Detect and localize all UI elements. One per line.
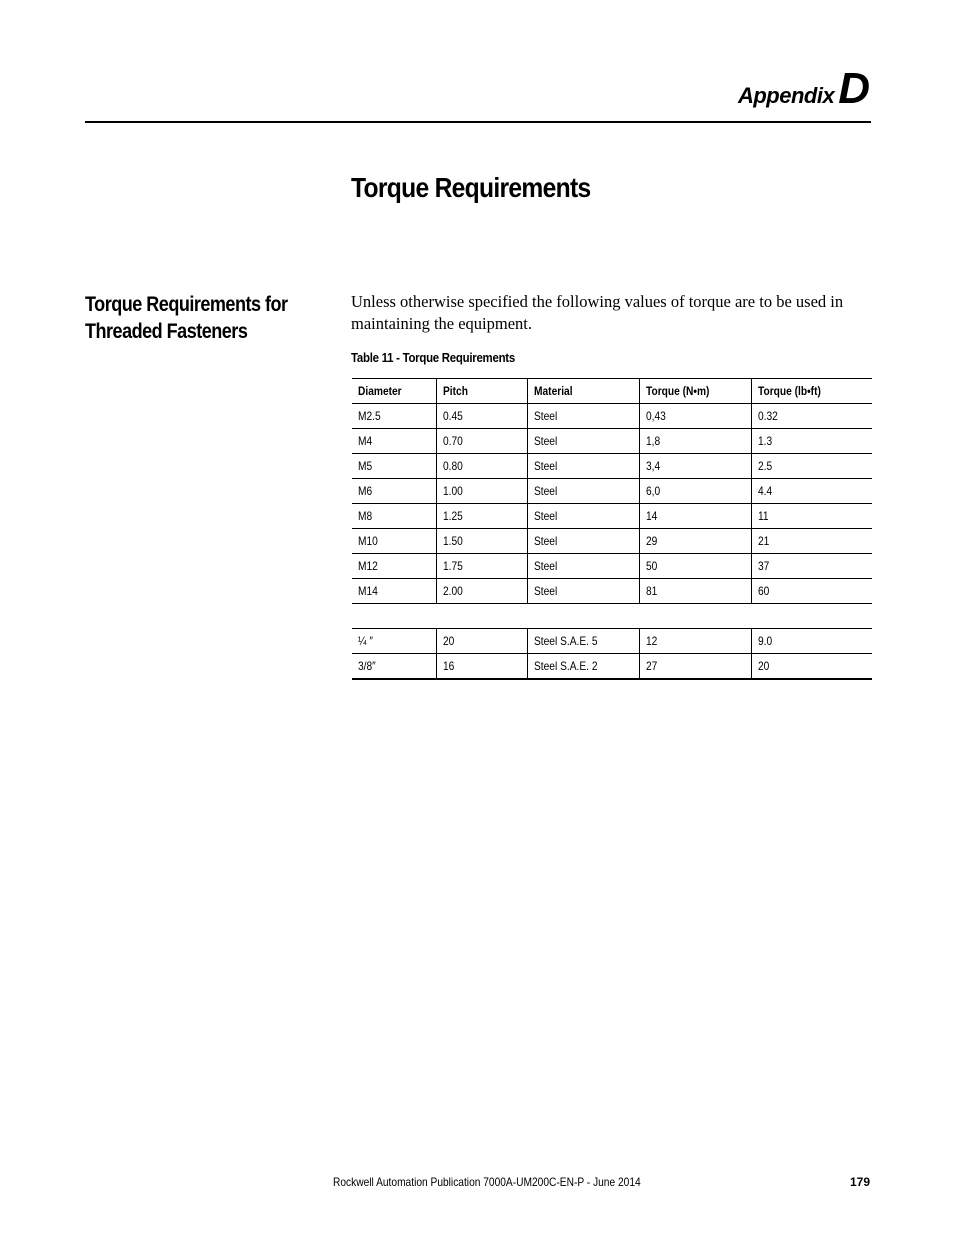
table-row: [352, 454, 872, 479]
header-diameter: Diameter: [352, 379, 436, 404]
table-caption: Table 11 - Torque Requirements: [351, 350, 515, 365]
section-heading-line-2: Threaded Fasteners: [85, 320, 248, 343]
spacer-cell: [352, 604, 872, 629]
cell-torque-lbft: 2.5: [751, 454, 872, 479]
table-row: [352, 579, 872, 604]
cell-torque-lbft: 20: [751, 654, 872, 680]
cell-torque-lbft: 1.3: [751, 429, 872, 454]
footer-publication: Rockwell Automation Publication 7000A-UM200C-EN-P - June 2014: [333, 1175, 641, 1189]
cell-pitch: 1.25: [436, 504, 527, 529]
cell-torque-nm: 1,8: [639, 429, 751, 454]
cell-torque-lbft: 9.0: [751, 629, 872, 654]
cell-pitch: 0.45: [436, 404, 527, 429]
cell-material: Steel S.A.E. 5: [527, 629, 639, 654]
table-header-row: [352, 379, 872, 404]
cell-material: Steel: [527, 404, 639, 429]
cell-pitch: 0.80: [436, 454, 527, 479]
footer-page-number: 179: [849, 1175, 870, 1189]
cell-pitch: 1.00: [436, 479, 527, 504]
cell-material: Steel: [527, 579, 639, 604]
cell-diameter: M8: [352, 504, 436, 529]
header-rule: [85, 121, 871, 123]
intro-paragraph: Unless otherwise specified the following values of torque are to be used in maintaining the equipment.: [351, 292, 844, 333]
cell-pitch: 20: [436, 629, 527, 654]
cell-material: Steel: [527, 554, 639, 579]
cell-diameter: M10: [352, 529, 436, 554]
cell-diameter: ¼ ″: [352, 629, 436, 654]
cell-material: Steel S.A.E. 2: [527, 654, 639, 680]
cell-diameter: M2.5: [352, 404, 436, 429]
cell-material: Steel: [527, 479, 639, 504]
cell-torque-nm: 14: [639, 504, 751, 529]
header-torque-nm: Torque (N•m): [639, 379, 751, 404]
cell-pitch: 16: [436, 654, 527, 680]
header-torque-lbft: Torque (lb•ft): [751, 379, 872, 404]
table-row: [352, 504, 872, 529]
table-row: [352, 554, 872, 579]
cell-torque-lbft: 0.32: [751, 404, 872, 429]
table-row: [352, 404, 872, 429]
cell-diameter: M14: [352, 579, 436, 604]
header-material: Material: [527, 379, 639, 404]
page-title: Torque Requirements: [351, 172, 591, 203]
cell-pitch: 1.50: [436, 529, 527, 554]
table-row: [352, 479, 872, 504]
cell-torque-nm: 0,43: [639, 404, 751, 429]
table-spacer-row: [352, 604, 872, 629]
cell-torque-nm: 81: [639, 579, 751, 604]
header-pitch: Pitch: [436, 379, 527, 404]
section-heading: [85, 291, 317, 345]
cell-material: Steel: [527, 504, 639, 529]
cell-torque-nm: 29: [639, 529, 751, 554]
cell-torque-lbft: 11: [751, 504, 872, 529]
cell-pitch: 2.00: [436, 579, 527, 604]
cell-torque-lbft: 60: [751, 579, 872, 604]
cell-diameter: 3/8″: [352, 654, 436, 680]
cell-pitch: 0.70: [436, 429, 527, 454]
cell-torque-nm: 12: [639, 629, 751, 654]
appendix-heading: [738, 64, 870, 114]
torque-table: [352, 378, 872, 680]
cell-material: Steel: [527, 429, 639, 454]
table-row: [352, 529, 872, 554]
section-heading-line-1: Torque Requirements for: [85, 293, 288, 316]
cell-diameter: M12: [352, 554, 436, 579]
cell-torque-nm: 6,0: [639, 479, 751, 504]
cell-material: Steel: [527, 529, 639, 554]
cell-torque-lbft: 21: [751, 529, 872, 554]
cell-torque-nm: 27: [639, 654, 751, 680]
cell-torque-lbft: 37: [751, 554, 872, 579]
table-row: [352, 629, 872, 654]
cell-diameter: M4: [352, 429, 436, 454]
table-row: [352, 429, 872, 454]
cell-diameter: M5: [352, 454, 436, 479]
cell-diameter: M6: [352, 479, 436, 504]
table-row: [352, 654, 872, 680]
appendix-letter: D: [838, 64, 870, 113]
cell-pitch: 1.75: [436, 554, 527, 579]
cell-torque-nm: 50: [639, 554, 751, 579]
appendix-word: Appendix: [737, 83, 835, 108]
cell-torque-nm: 3,4: [639, 454, 751, 479]
cell-torque-lbft: 4.4: [751, 479, 872, 504]
cell-material: Steel: [527, 454, 639, 479]
